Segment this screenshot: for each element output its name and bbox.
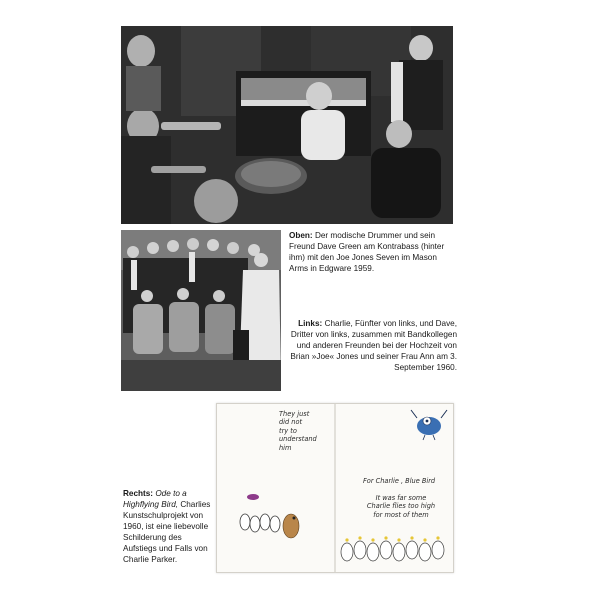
band-photo-illustration: [121, 26, 453, 224]
left-note-line: try to: [279, 426, 297, 435]
sketchbook: [216, 403, 454, 573]
right-note-line: It was far some: [375, 494, 427, 502]
bird-row-right: [341, 541, 444, 561]
left-note-line: him: [279, 443, 292, 452]
left-note: [279, 410, 317, 452]
left-note-line: understand: [279, 435, 317, 444]
wedding-photo: [121, 230, 281, 391]
left-note-line: did not: [279, 418, 303, 427]
caption-rechts-title: Ode to a Highflying Bird,: [123, 489, 187, 509]
caption-rechts-text: Charlies Kunstschulprojekt von 1960, ist eine liebevolle Schilderung des Aufstiegs und Falls von Charlie Parker.: [123, 500, 211, 564]
caption-top: [289, 230, 457, 274]
caption-top-lead: Oben:: [289, 231, 313, 240]
caption-links-text: Charlie, Fünfter von links, und Dave, Dritter von links, zusammen mit Bandkollegen und anderen Freunden bei der Hochzeit von Brian »Joe« Jones und seiner Frau Ann am 3. September 1960.: [290, 319, 457, 372]
caption-links: [289, 318, 457, 373]
right-note-line: for most of them: [373, 510, 429, 519]
right-note: [353, 494, 449, 519]
caption-rechts-lead: Rechts:: [123, 489, 154, 498]
brown-bird-icon: [283, 514, 299, 538]
purple-halo-icon: [247, 494, 259, 500]
band-photo: [121, 26, 453, 224]
right-note-line: Charlie flies too high: [366, 502, 436, 511]
wedding-photo-illustration: [121, 230, 281, 391]
blue-bird-icon: [411, 410, 447, 440]
bird-figures-left: [240, 514, 280, 532]
left-note-line: They just: [279, 410, 310, 418]
caption-top-text: Der modische Drummer und sein Freund Dave Green am Kontrabass (hinter ihm) mit den Joe Jones Seven im Mason Arms in Edgware 1959.: [289, 231, 445, 273]
caption-rechts: [123, 488, 213, 565]
sketchbook-drawing: [217, 404, 453, 572]
caption-links-lead: Links:: [298, 319, 323, 328]
dedication: For Charlie , Blue Bird: [363, 477, 436, 485]
